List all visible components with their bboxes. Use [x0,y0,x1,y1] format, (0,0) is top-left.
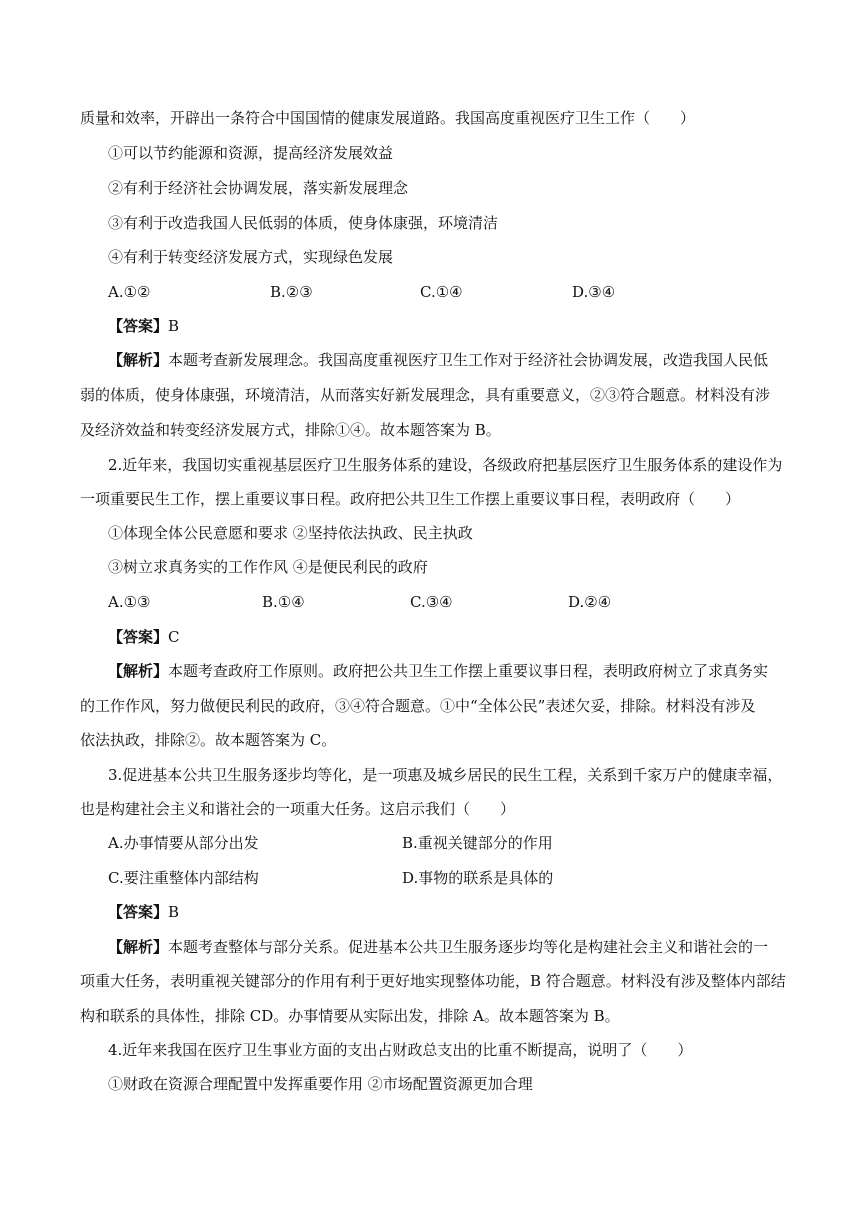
q3-option-d: D.事物的联系是具体的 [402,869,554,887]
answer-value: B [168,317,180,335]
answer-label: 【答案】 [108,317,169,335]
q1-item-4: ④有利于转变经济发展方式，实现绿色发展 [108,248,394,266]
q3-stem-line-1: 3.促进基本公共卫生服务逐步均等化，是一项惠及城乡居民的民生工程，关系到千家万户的健康幸福， [108,766,783,784]
q2-option-d: D.②④ [568,593,612,611]
q1-analysis-line-2: 弱的体质，使身体康强，环境清洁，从而落实好新发展理念，具有重要意义，②③符合题意。材料没有涉 [80,386,771,404]
analysis-label: 【解析】 [108,351,169,369]
q2-answer [108,627,808,647]
analysis-text: 本题考查整体与部分关系。促进基本公共卫生服务逐步均等化是构建社会主义和谐社会的一 [168,938,769,956]
q4-stem: 4.近年来我国在医疗卫生事业方面的支出占财政总支出的比重不断提高，说明了（ ） [108,1041,693,1059]
q1-analysis-line-1 [108,350,808,370]
q3-analysis-line-2: 项重大任务，表明重视关键部分的作用有利于更好地实现整体功能，B 符合题意。材料没有涉及整体内部结 [80,972,786,990]
q1-item-2: ②有利于经济社会协调发展，落实新发展理念 [108,179,409,197]
q3-answer [108,902,808,922]
q2-item-1: ①体现全体公民意愿和要求 ②坚持依法执政、民主执政 [108,524,473,542]
q2-stem-line-1: 2.近年来，我国切实重视基层医疗卫生服务体系的建设，各级政府把基层医疗卫生服务体系的建设作为 [108,456,783,474]
analysis-text: 本题考查政府工作原则。政府把公共卫生工作摆上重要议事日程，表明政府树立了求真务实 [168,662,769,680]
q1-option-d: D.③④ [572,283,616,301]
q1-option-a: A.①② [108,283,151,301]
q2-analysis-line-1 [108,661,808,681]
answer-value: C [168,628,180,646]
q1-option-c: C.①④ [420,283,463,301]
q2-option-b: B.①④ [262,593,305,611]
q2-analysis-line-3: 依法执政，排除②。故本题答案为 C。 [80,731,337,749]
answer-value: B [168,903,180,921]
q1-stem-tail: 质量和效率，开辟出一条符合中国国情的健康发展道路。我国高度重视医疗卫生工作（ ） [80,109,696,127]
q1-option-b: B.②③ [270,283,313,301]
answer-label: 【答案】 [108,628,169,646]
analysis-label: 【解析】 [108,662,169,680]
q2-option-a: A.①③ [108,593,151,611]
q2-item-2: ③树立求真务实的工作作风 ④是便民利民的政府 [108,558,428,576]
analysis-text: 本题考查新发展理念。我国高度重视医疗卫生工作对于经济社会协调发展，改造我国人民低 [168,351,769,369]
q3-option-b: B.重视关键部分的作用 [402,834,553,852]
answer-label: 【答案】 [108,903,169,921]
q3-option-c: C.要注重整体内部结构 [108,869,259,887]
analysis-label: 【解析】 [108,938,169,956]
q1-answer [108,316,808,336]
q2-stem-line-2: 一项重要民生工作，摆上重要议事日程。政府把公共卫生工作摆上重要议事日程，表明政府（ ） [80,490,741,508]
q3-option-a: A.办事情要从部分出发 [108,834,259,852]
q1-analysis-line-3: 及经济效益和转变经济发展方式，排除①④。故本题答案为 B。 [80,421,501,439]
q2-option-c: C.③④ [410,593,453,611]
q3-analysis-line-1 [108,937,808,957]
q4-item-1: ①财政在资源合理配置中发挥重要作用 ②市场配置资源更加合理 [108,1075,533,1093]
q3-analysis-line-3: 构和联系的具体性，排除 CD。办事情要从实际出发，排除 A。故本题答案为 B。 [80,1007,620,1025]
q1-item-1: ①可以节约能源和资源，提高经济发展效益 [108,144,394,162]
q1-item-3: ③有利于改造我国人民低弱的体质，使身体康强，环境清洁 [108,214,499,232]
q3-stem-line-2: 也是构建社会主义和谐社会的一项重大任务。这启示我们（ ） [80,800,516,818]
q2-analysis-line-2: 的工作作风，努力做便民利民的政府，③④符合题意。①中“全体公民”表述欠妥，排除。材料没有涉及 [80,697,756,715]
